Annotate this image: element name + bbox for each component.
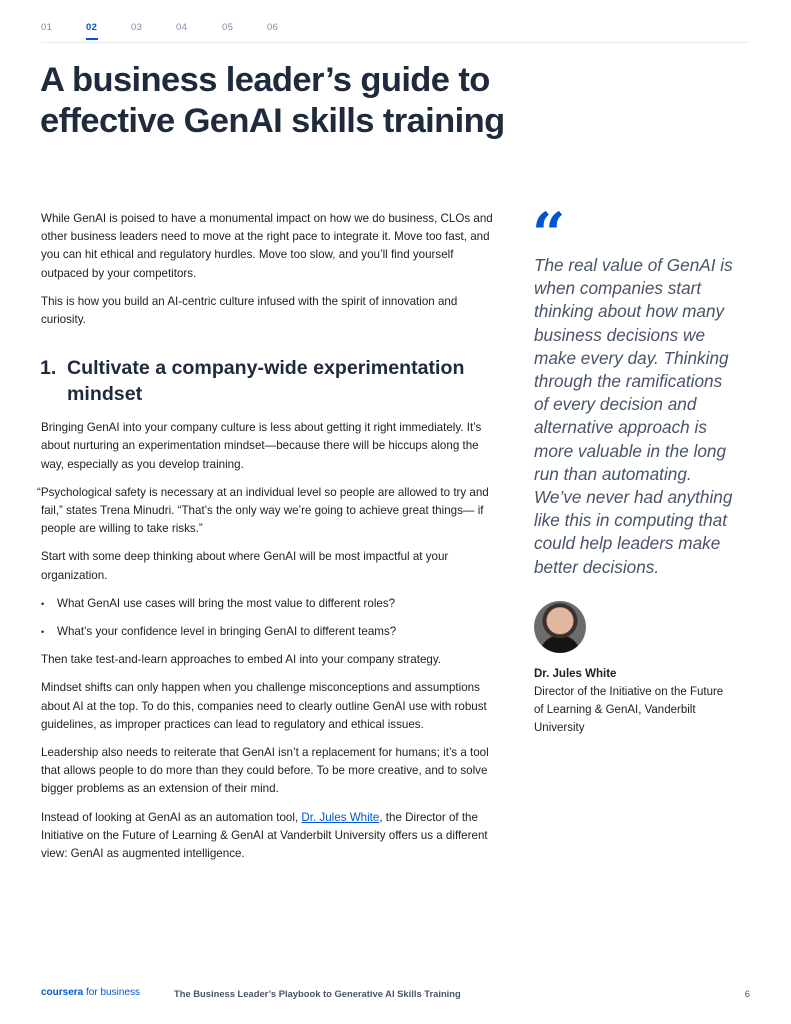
page-number: 6 (744, 988, 750, 999)
list-item: • What’s your confidence level in bringing GenAI to different teams? (41, 623, 501, 641)
question-list (41, 595, 501, 641)
pull-quote: The real value of GenAI is when companies start thinking about how many business decisions we make every day. Thinking through the ramifications of every decision and alternative approach is more valuable in the long run than automating. We’ve never had anything like this in computing that could help leaders make better decisions. (534, 255, 733, 577)
tab-04[interactable]: 04 (176, 22, 188, 33)
tab-05[interactable]: 05 (222, 22, 234, 33)
page-footer (41, 987, 750, 1001)
body-paragraph: Mindset shifts can only happen when you challenge misconceptions and assumptions about AI at the top. To do this, companies need to clearly outline GenAI use with robust guidelines, as improper practices can lead to regulatory and ethical issues. (41, 681, 487, 731)
person-role: Director of the Initiative on the Future of Learning & GenAI, Vanderbilt University (534, 685, 724, 735)
avatar (534, 601, 586, 653)
body-paragraph: Start with some deep thinking about where GenAI will be most impactful at your organization. (41, 550, 449, 582)
body-paragraph: Bringing GenAI into your company culture is less about getting it right immediately. It’s about nurturing an experimentation mindset—because there will be hiccups along the way, especially as you develop training. (41, 421, 482, 471)
logo-brand: coursera (41, 987, 84, 998)
tab-02[interactable]: 02 (86, 22, 98, 33)
section-tabs (41, 22, 749, 43)
footer-doc-title: The Business Leader’s Playbook to Generative AI Skills Training (174, 988, 461, 999)
section-number: 1. (40, 357, 57, 380)
pull-quote-sidebar (532, 200, 734, 737)
closing-text-before: Instead of looking at GenAI as an automation tool, (41, 810, 302, 824)
section-heading-text: Cultivate a company-wide experimentation mindset (67, 357, 465, 406)
section-heading (40, 355, 501, 407)
list-item: • What GenAI use cases will bring the most value to different roles? (41, 595, 501, 613)
jules-white-link[interactable]: Dr. Jules White (301, 810, 380, 824)
quote-mark-icon: “ (532, 200, 566, 268)
body-paragraph-quote: “Psychological safety is necessary at an individual level so people are allowed to try and fail,” states Trena Minudri. “That’s the only way we’re going to achieve great things— if people are willing to take risks.” (37, 485, 489, 536)
intro-paragraph-2: This is how you build an AI-centric culture infused with the spirit of innovation and curiosity. (41, 294, 458, 327)
intro-paragraph-1: While GenAI is poised to have a monumental impact on how we do business, CLOs and other business leaders need to move at the right pace to integrate it. Move too fast, and you can hit ethical and regulatory hurdles. Move too slow, and you’ll find yourself outpaced by your competitors. (41, 212, 493, 280)
coursera-logo (41, 987, 140, 998)
body-paragraph: Then take test-and-learn approaches to embed AI into your company strategy. (41, 653, 441, 667)
main-column (37, 210, 501, 873)
page-title: A business leader’s guide to effective GenAI skills training (40, 61, 505, 140)
body-paragraph: Leadership also needs to reiterate that GenAI isn’t a replacement for humans; it’s a tool that allows people to do more than they could before. To be more creative, and to solve bigger problems as an extension of their mind. (41, 746, 489, 796)
person-name: Dr. Jules White (534, 667, 617, 680)
logo-sub: for business (83, 987, 140, 998)
tab-01[interactable]: 01 (41, 22, 53, 33)
tab-03[interactable]: 03 (131, 22, 143, 33)
closing-text-after: , the Director of the Initiative on the Future of Learning & GenAI at Vanderbilt University offers us a different view: GenAI as augmented intelligence. (41, 810, 488, 861)
tab-06[interactable]: 06 (267, 22, 279, 33)
closing-paragraph (41, 809, 501, 864)
